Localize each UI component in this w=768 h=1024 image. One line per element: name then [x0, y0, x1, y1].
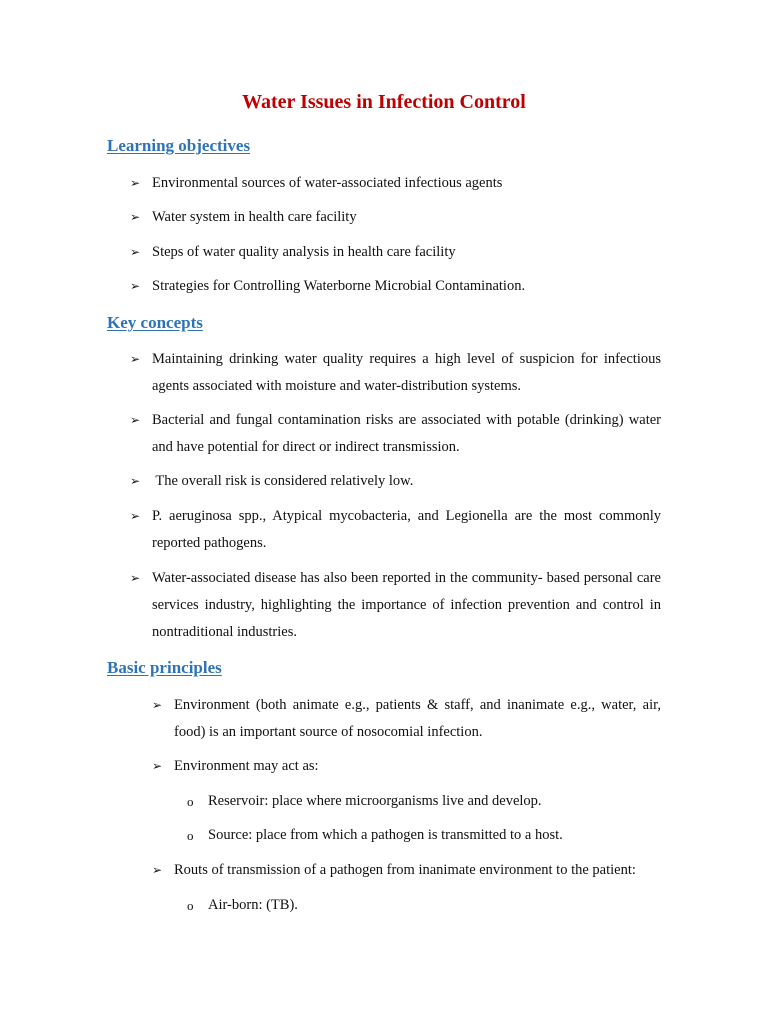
- basic-principle-item: ➢ Routs of transmission of a pathogen from inanimate environment to the patient:: [152, 857, 667, 884]
- arrow-bullet-icon: ➢: [152, 698, 163, 712]
- key-concept-item: ➢ P. aeruginosa spp., Atypical mycobacteria, and Legionella are the most commonly reported pathogens.: [130, 503, 661, 557]
- heading-learning-objectives: Learning objectives: [107, 136, 251, 155]
- learning-objective-item: ➢ Steps of water quality analysis in health care facility: [130, 239, 670, 266]
- sub-list-item: o Air-born: (TB).: [187, 892, 657, 919]
- arrow-bullet-icon: ➢: [130, 474, 141, 488]
- circle-bullet-icon: o: [187, 794, 194, 809]
- circle-bullet-icon: o: [187, 898, 194, 913]
- circle-bullet-icon: o: [187, 828, 194, 843]
- arrow-bullet-icon: ➢: [152, 759, 163, 773]
- learning-objective-item: ➢ Environmental sources of water-associated infectious agents: [130, 170, 670, 197]
- arrow-bullet-icon: ➢: [130, 413, 141, 427]
- heading-basic-principles: Basic principles: [107, 658, 222, 677]
- key-concept-item: ➢ Maintaining drinking water quality requires a high level of suspicion for infectious agents associated with moisture and water-distribution systems.: [130, 346, 661, 400]
- key-concept-item: ➢ The overall risk is considered relatively low.: [130, 468, 661, 495]
- sub-list-item: o Source: place from which a pathogen is transmitted to a host.: [187, 822, 657, 849]
- document-title: Water Issues in Infection Control: [242, 91, 526, 113]
- basic-principle-item: ➢ Environment may act as:: [152, 753, 661, 780]
- heading-key-concepts: Key concepts: [107, 313, 203, 332]
- learning-objective-item: ➢ Strategies for Controlling Waterborne Microbial Contamination.: [130, 273, 670, 300]
- basic-principle-item: ➢ Environment (both animate e.g., patients & staff, and inanimate e.g., water, air, food) is an important source of nosocomial infection.: [152, 692, 661, 746]
- sub-list-item: o Reservoir: place where microorganisms live and develop.: [187, 788, 657, 815]
- arrow-bullet-icon: ➢: [130, 279, 141, 293]
- key-concept-item: ➢ Water-associated disease has also been reported in the community- based personal care services industry, highlighting the importance of infection prevention and control in nontraditional industries.: [130, 565, 661, 646]
- arrow-bullet-icon: ➢: [130, 210, 141, 224]
- arrow-bullet-icon: ➢: [130, 176, 141, 190]
- key-concept-item: ➢ Bacterial and fungal contamination risks are associated with potable (drinking) water and have potential for direct or indirect transmission.: [130, 407, 661, 461]
- arrow-bullet-icon: ➢: [152, 863, 163, 877]
- arrow-bullet-icon: ➢: [130, 352, 141, 366]
- learning-objective-item: ➢ Water system in health care facility: [130, 204, 670, 231]
- arrow-bullet-icon: ➢: [130, 245, 141, 259]
- arrow-bullet-icon: ➢: [130, 509, 141, 523]
- arrow-bullet-icon: ➢: [130, 571, 141, 585]
